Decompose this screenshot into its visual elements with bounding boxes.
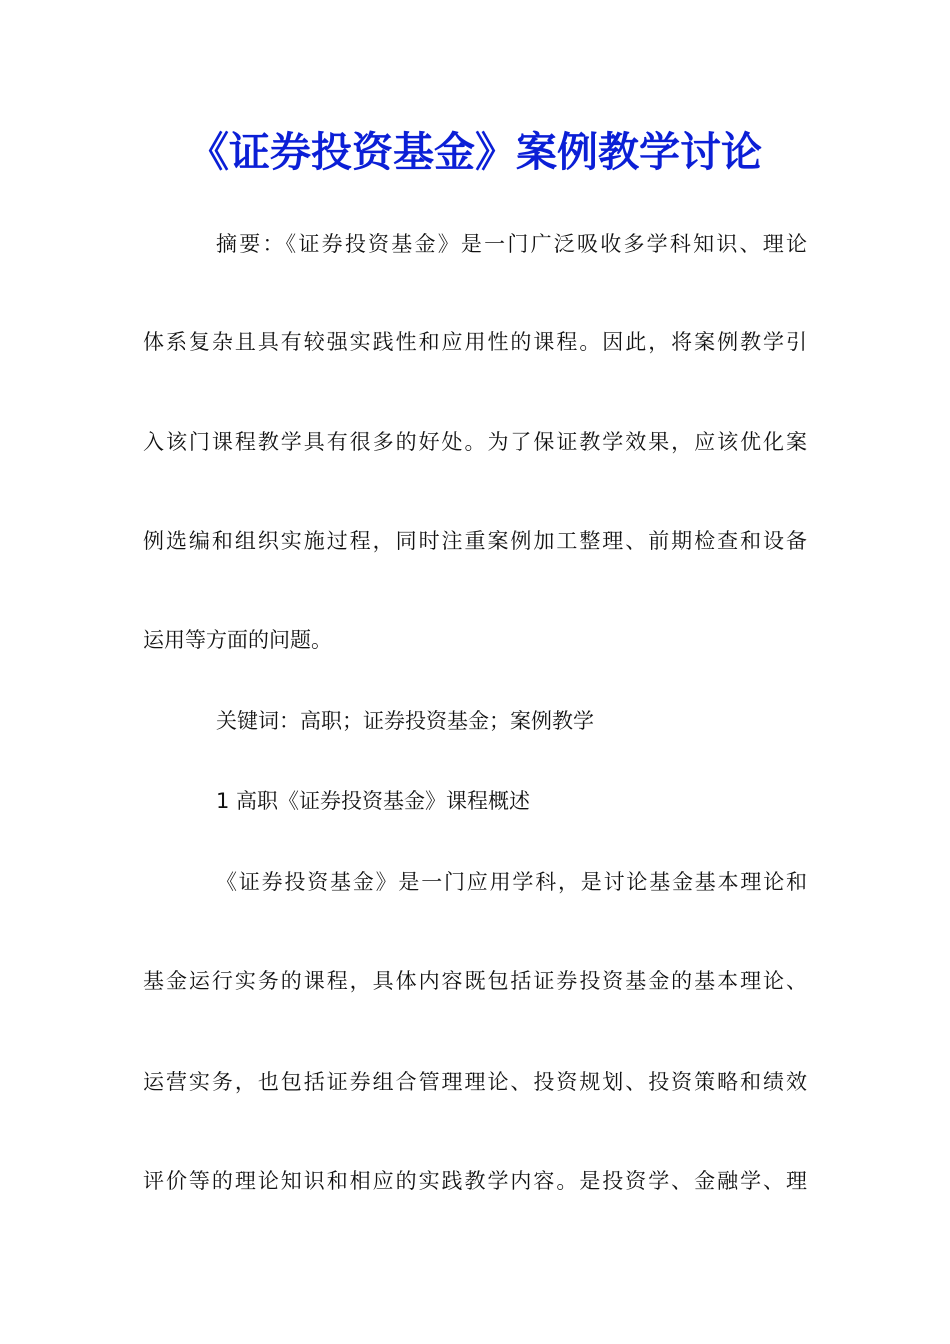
section-line: 评价等的理论知识和相应的实践教学内容。是投资学、金融学、理 [143, 1169, 807, 1193]
document-title: 《证券投资基金》案例教学讨论 [188, 128, 762, 176]
abstract-line: 例选编和组织实施过程，同时注重案例加工整理、前期检查和设备 [143, 529, 807, 553]
abstract-line: 体系复杂且具有较强实践性和应用性的课程。因此，将案例教学引 [143, 330, 807, 354]
section-heading: 1 高职《证券投资基金》课程概述 [216, 789, 531, 813]
abstract-line: 运用等方面的问题。 [143, 628, 332, 652]
abstract-line: 入该门课程教学具有很多的好处。为了保证教学效果，应该优化案 [143, 430, 807, 454]
section-line: 《证券投资基金》是一门应用学科，是讨论基金基本理论和 [216, 870, 807, 894]
keywords-line: 关键词：高职；证券投资基金；案例教学 [216, 709, 594, 733]
section-line: 基金运行实务的课程，具体内容既包括证券投资基金的基本理论、 [143, 969, 807, 993]
abstract-line: 摘要：《证券投资基金》是一门广泛吸收多学科知识、理论 [216, 232, 807, 256]
section-line: 运营实务，也包括证券组合管理理论、投资规划、投资策略和绩效 [143, 1070, 807, 1094]
